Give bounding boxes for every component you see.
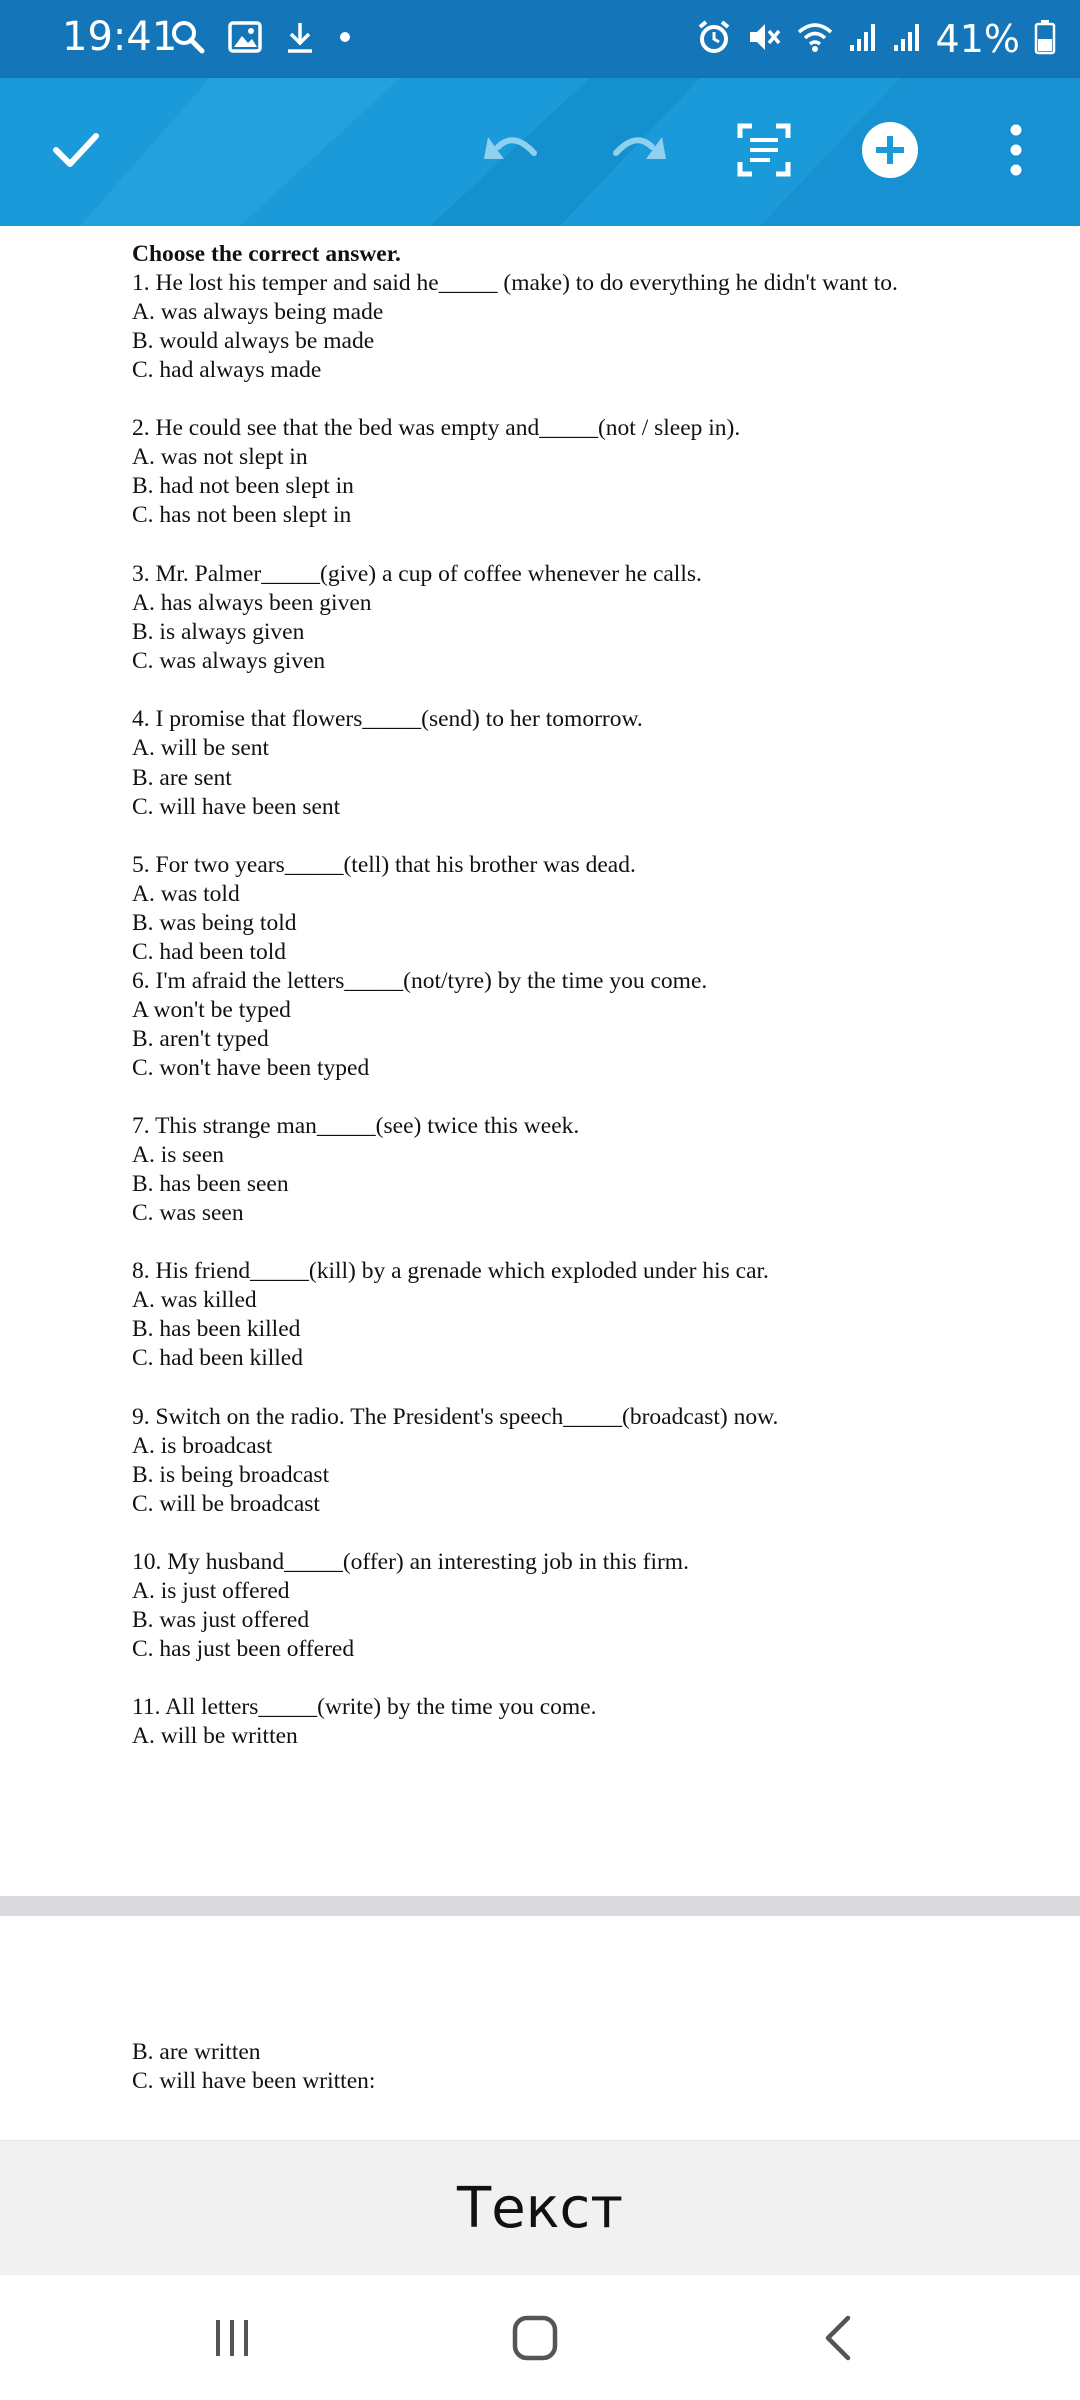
answer-line: B. are written <box>132 2039 261 2065</box>
battery-icon <box>1034 19 1056 60</box>
document-page[interactable] <box>0 1916 1080 2140</box>
dot-icon <box>338 30 352 49</box>
answer-line: B. would always be made <box>132 328 375 354</box>
check-icon <box>48 122 104 183</box>
add-icon <box>860 120 920 185</box>
answer-line: A. was killed <box>132 1287 257 1313</box>
signal-icon <box>892 21 922 58</box>
question-line: 9. Switch on the radio. The President's speech_____(broadcast) now. <box>132 1404 779 1430</box>
question-line: 4. I promise that flowers_____(send) to her tomorrow. <box>132 706 643 732</box>
document-page <box>0 226 1080 1896</box>
question-line: 5. For two years_____(tell) that his brother was dead. <box>132 852 636 878</box>
answer-line: A. is just offered <box>132 1578 290 1604</box>
recent-apps-button[interactable] <box>172 2295 292 2385</box>
more-icon <box>1006 122 1026 183</box>
question-line: 2. He could see that the bed was empty and_____(not / sleep in). <box>132 415 741 441</box>
redo-button[interactable] <box>588 102 688 202</box>
battery-percent: 41% <box>935 17 1020 61</box>
status-time: 19:41 <box>62 14 178 60</box>
text-recognition-icon <box>736 122 792 183</box>
add-button[interactable] <box>840 102 940 202</box>
answer-line: B. has been killed <box>132 1316 301 1342</box>
answer-line: B. aren't typed <box>132 1026 269 1052</box>
answer-line: B. is being broadcast <box>132 1462 330 1488</box>
download-icon <box>284 20 316 59</box>
question-line: 1. He lost his temper and said he_____ (make) to do everything he didn't want to. <box>132 270 898 296</box>
answer-line: B. are sent <box>132 765 232 791</box>
answer-line: B. was being told <box>132 910 297 936</box>
search-icon <box>170 19 206 60</box>
redo-icon <box>608 125 668 180</box>
document-view[interactable] <box>0 226 1080 1896</box>
gallery-icon <box>228 20 262 59</box>
editor-toolbar <box>0 78 1080 226</box>
answer-line: B. has been seen <box>132 1171 289 1197</box>
answer-line: A. was always being made <box>132 299 384 325</box>
question-line: 8. His friend_____(kill) by a grenade which exploded under his car. <box>132 1258 769 1284</box>
document-heading: Choose the correct answer. <box>132 241 401 267</box>
system-nav-bar <box>0 2275 1080 2400</box>
back-icon <box>818 2314 858 2367</box>
text-mode-button[interactable] <box>0 2140 1080 2276</box>
answer-line: C. had been told <box>132 939 287 965</box>
signal-icon <box>848 21 878 58</box>
more-options-button[interactable] <box>966 102 1066 202</box>
answer-line: B. is always given <box>132 619 305 645</box>
undo-button[interactable] <box>462 102 562 202</box>
wifi-icon <box>796 20 834 59</box>
status-bar <box>0 0 1080 78</box>
answer-line: C. has just been offered <box>132 1636 355 1662</box>
confirm-button[interactable] <box>26 102 126 202</box>
answer-line: A. has always been given <box>132 590 372 616</box>
answer-line: A. is seen <box>132 1142 225 1168</box>
home-icon <box>511 2314 559 2367</box>
question-line: 7. This strange man_____(see) twice this week. <box>132 1113 580 1139</box>
back-button[interactable] <box>778 2295 898 2385</box>
mute-icon <box>746 19 782 60</box>
answer-line: C. has not been slept in <box>132 502 352 528</box>
answer-line: C. will have been sent <box>132 794 341 820</box>
answer-line: C. was always given <box>132 648 326 674</box>
page-separator <box>0 1896 1080 1916</box>
answer-line: A. was not slept in <box>132 444 308 470</box>
answer-line: B. had not been slept in <box>132 473 354 499</box>
home-button[interactable] <box>475 2295 595 2385</box>
answer-line: B. was just offered <box>132 1607 310 1633</box>
question-line: 6. I'm afraid the letters_____(not/tyre) by the time you come. <box>132 968 708 994</box>
answer-line: C. will be broadcast <box>132 1491 320 1517</box>
undo-icon <box>482 125 542 180</box>
question-line: 10. My husband_____(offer) an interesting job in this firm. <box>132 1549 689 1575</box>
answer-line: C. will have been written: <box>132 2068 376 2094</box>
text-mode-label: Текст <box>457 2176 623 2241</box>
answer-line: C. won't have been typed <box>132 1055 370 1081</box>
answer-line: A. will be sent <box>132 735 270 761</box>
text-recognition-button[interactable] <box>714 102 814 202</box>
answer-line: A. is broadcast <box>132 1433 273 1459</box>
status-icons-right <box>696 14 1056 64</box>
question-line: 3. Mr. Palmer_____(give) a cup of coffee whenever he calls. <box>132 561 702 587</box>
answer-line: A won't be typed <box>132 997 291 1023</box>
answer-line: A. was told <box>132 881 240 907</box>
status-icons-left <box>170 18 352 60</box>
answer-line: C. had been killed <box>132 1345 303 1371</box>
answer-line: C. had always made <box>132 357 322 383</box>
answer-line: A. will be written <box>132 1723 298 1749</box>
question-line: 11. All letters_____(write) by the time you come. <box>132 1694 597 1720</box>
answer-line: C. was seen <box>132 1200 244 1226</box>
alarm-icon <box>696 19 732 60</box>
recent-apps-icon <box>210 2316 254 2365</box>
